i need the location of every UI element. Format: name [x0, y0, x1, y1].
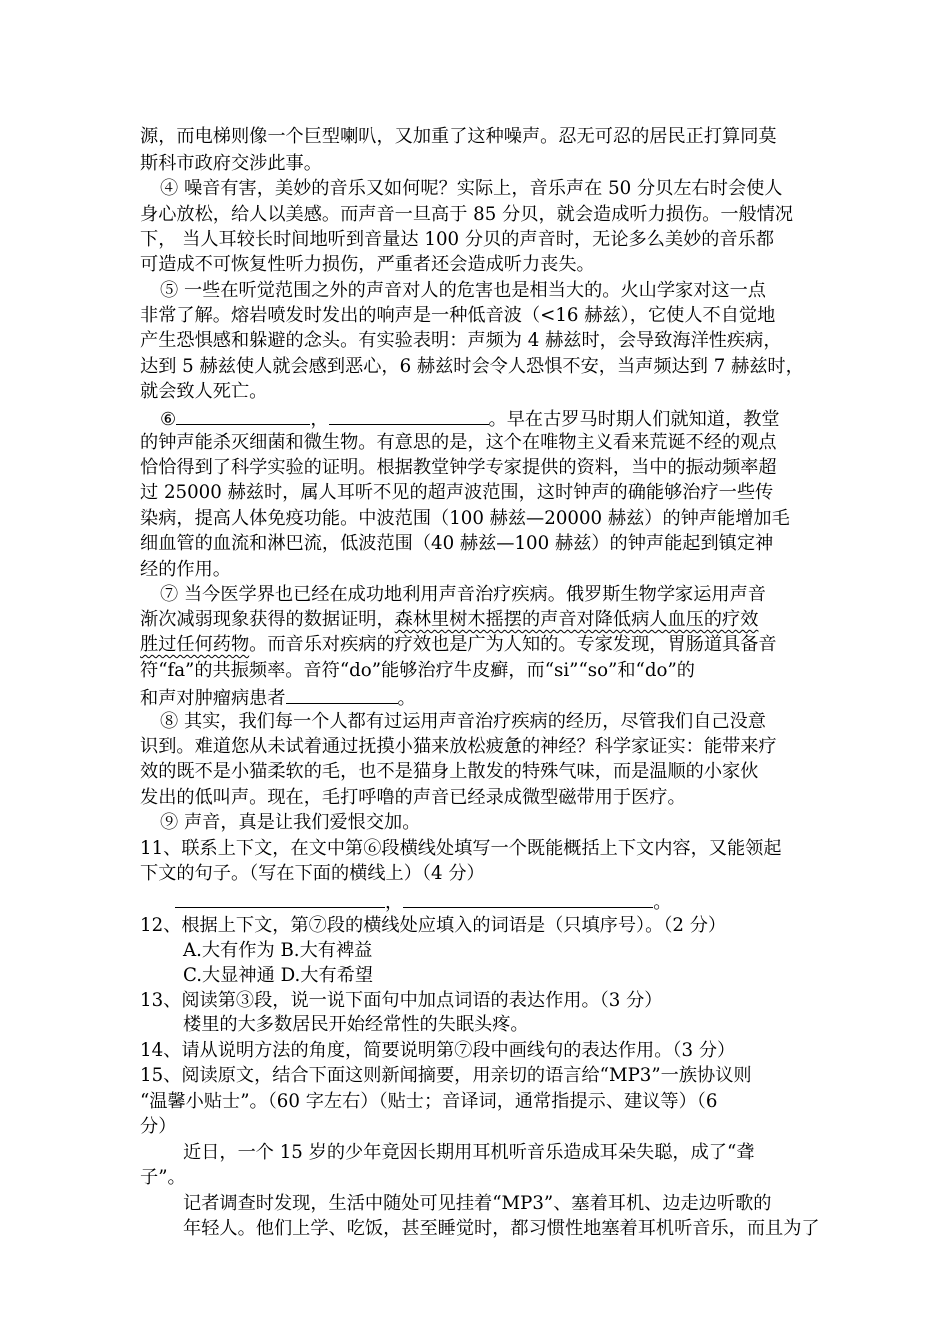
text-line: 子”。	[140, 1167, 186, 1188]
text-line: 识到。难道您从未试着通过抚摸小猫来放松疲惫的神经？科学家证实：能带来疗	[140, 736, 777, 757]
answer-blank[interactable]	[175, 887, 385, 908]
paragraph-7-start: ⑦ 当今医学界也已经在成功地利用声音治疗疾病。俄罗斯生物学家运用声音	[160, 584, 766, 605]
paragraph-8-start: ⑧ 其实，我们每一个人都有过运用声音治疗疾病的经历，尽管我们自己没意	[160, 711, 766, 732]
paragraph-number: ⑥	[160, 409, 177, 430]
text-line: 经的作用。	[140, 559, 231, 580]
text-line	[140, 683, 416, 709]
text-line: 就会致人死亡。	[140, 381, 268, 402]
paragraph-6-start	[160, 404, 780, 430]
question-13-sentence: 楼里的大多数居民开始经常性的失眠头疼。	[183, 1014, 529, 1035]
answer-blank[interactable]	[329, 404, 489, 425]
punctuation: ，	[310, 409, 329, 430]
answer-blank[interactable]	[286, 683, 398, 704]
text-line: 过 25000 赫兹时，属人耳听不见的超声波范围，这时钟声的确能够治疗一些传	[140, 482, 774, 503]
answer-blank[interactable]	[176, 404, 310, 425]
question-14: 14、请从说明方法的角度，简要说明第⑦段中画线句的表达作用。（3 分）	[140, 1040, 736, 1061]
question-15: 15、阅读原文，结合下面这则新闻摘要，用亲切的语言给“MP3”一族协议则	[140, 1065, 752, 1086]
paragraph-4-start: ④ 噪音有害，美妙的音乐又如何呢？实际上，音乐声在 50 分贝左右时会使人	[160, 178, 783, 199]
text-line: 的钟声能杀灭细菌和微生物。有意思的是，这个在唯物主义看来荒诞不经的观点	[140, 432, 777, 453]
question-15-cont: 分）	[140, 1116, 177, 1137]
text-line: 细血管的血流和淋巴流，低波范围（40 赫兹—100 赫兹）的钟声能起到镇定神	[140, 533, 774, 554]
paragraph-5-start: ⑤ 一些在听觉范围之外的声音对人的危害也是相当大的。火山学家对这一点	[160, 280, 766, 301]
question-15-cont: “温馨小贴士”。（60 字左右）（贴士；音译词，通常指提示、建议等）（6	[140, 1091, 718, 1112]
text-line: 产生恐惧感和躲避的念头。有实验表明：声频为 4 赫兹时，会导致海洋性疾病，	[140, 330, 782, 351]
question-12-options: A.大有作为 B.大有裨益	[183, 940, 373, 961]
text-line: 年轻人。他们上学、吃饭，甚至睡觉时，都习惯性地塞着耳机听音乐，而且为了	[183, 1218, 820, 1239]
text-line: 发出的低叫声。现在，毛打呼噜的声音已经录成微型磁带用于医疗。	[140, 787, 686, 808]
text-line: 可造成不可恢复性听力损伤，严重者还会造成听力丧失。	[140, 254, 595, 275]
text-line: 斯科市政府交涉此事。	[140, 153, 322, 174]
paragraph-9: ⑨ 声音，真是让我们爱恨交加。	[160, 812, 421, 833]
text-fragment: 。早在古罗马时期人们就知道，教堂	[488, 409, 780, 430]
text-line	[140, 607, 758, 633]
news-paragraph-2: 记者调查时发现，生活中随处可见挂着“MP3”、塞着耳机、边走边听歌的	[183, 1193, 772, 1214]
underlined-sentence: 胜过任何药物	[140, 634, 250, 655]
question-12-options: C.大显神通 D.大有希望	[183, 965, 374, 986]
text-line: 符“fa”的共振频率。音符“do”能够治疗牛皮癣，而“si”“so”和“do”的	[140, 660, 695, 681]
text-line: 染病，提高人体免疫功能。中波范围（100 赫兹—20000 赫兹）的钟声能增加毛	[140, 508, 790, 529]
text-line: 非常了解。熔岩喷发时发出的响声是一种低音波（<16 赫兹），它使人不自觉地	[140, 305, 776, 326]
question-11-cont: 下文的句子。（写在下面的横线上）（4 分）	[140, 863, 485, 884]
text-fragment: 。而音乐对疾病的疗效也是广为人知的。专家发现，胃肠道具备音	[249, 634, 777, 655]
text-line: 源，而电梯则像一个巨型喇叭，又加重了这种噪声。忍无可忍的居民正打算同莫	[140, 126, 777, 147]
punctuation: 。	[397, 688, 416, 709]
punctuation: 。	[653, 892, 672, 913]
question-12: 12、根据上下文，第⑦段的横线处应填入的词语是（只填序号）。（2 分）	[140, 915, 727, 936]
question-11: 11、联系上下文，在文中第⑥段横线处填写一个既能概括上下文内容，又能领起	[140, 838, 782, 859]
text-line: 恰恰得到了科学实验的证明。根据教堂钟学专家提供的资料，当中的振动频率超	[140, 457, 777, 478]
text-fragment: 渐次减弱现象获得的数据证明，	[140, 609, 395, 630]
answer-blank[interactable]	[403, 887, 653, 908]
answer-line	[175, 887, 671, 913]
text-line: 身心放松，给人以美感。而声音一旦高于 85 分贝，就会造成听力损伤。一般情况	[140, 204, 794, 225]
news-paragraph-1: 近日，一个 15 岁的少年竟因长期用耳机听音乐造成耳朵失聪，成了“聋	[183, 1142, 755, 1163]
question-13: 13、阅读第③段，说一说下面句中加点词语的表达作用。（3 分）	[140, 990, 663, 1011]
text-line: 下， 当人耳较长时间地听到音量达 100 分贝的声音时，无论多么美妙的音乐都	[140, 229, 775, 250]
underlined-sentence: 森林里树木摇摆的声音对降低病人血压的疗效	[394, 609, 759, 630]
text-line: 效的既不是小猫柔软的毛，也不是猫身上散发的特殊气味，而是温顺的小家伙	[140, 761, 759, 782]
text-line	[140, 632, 777, 658]
punctuation: ，	[385, 892, 404, 913]
text-fragment: 和声对肿瘤病患者	[140, 688, 286, 709]
text-line: 达到 5 赫兹使人就会感到恶心，6 赫兹时会令人恐惧不安，当声频达到 7 赫兹时，	[140, 356, 804, 377]
